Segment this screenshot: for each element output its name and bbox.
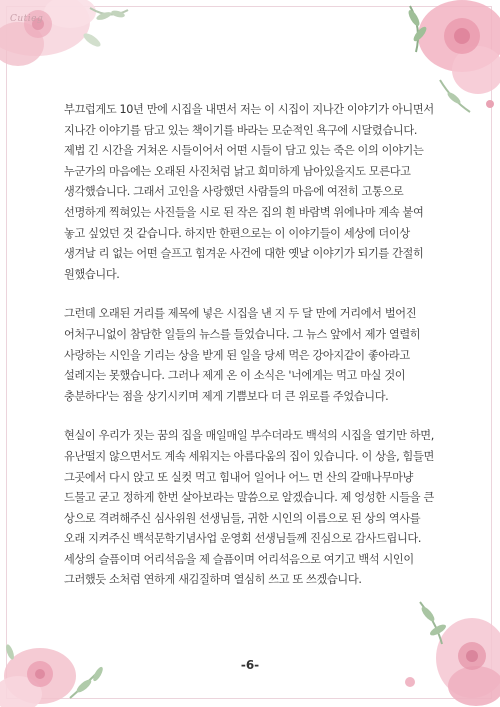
paragraph: 부끄럽게도 10년 만에 시집을 내면서 저는 이 시집이 지나간 이야기가 아니면서 지나간 이야기를 담고 있는 책이기를 바라는 모순적인 욕구에 시달렸습니다. 제법 긴 시간을 거쳐온 시들이어서 어떤 시들이 담고 있는 죽은 이의 이야기는 누군가의 마음에는 오래된 사진처럼 낡고 희미하게 남아있을지도 모른다고 생각했습니다. 그래서 고인을 사랑했던 사람들의 마음에 여전히 고통으로 선명하게 찍혀있는 사진들을 시로 된 작은 집의 흰 바람벽 위에나마 계속 붙여 놓고 싶었던 것 같습니다. 하지만 한편으로는 이 이야기들이 세상에 더이상 생겨날 리 없는 어떤 슬프고 힘겨운 사건에 대한 옛날 이야기가 되기를 간절히 원했습니다. — [64, 103, 434, 281]
paragraph: 그런데 오래된 거리를 제목에 넣은 시집을 낸 지 두 달 만에 거리에서 벌어진 어처구니없이 참담한 일들의 뉴스를 들었습니다. 그 뉴스 앞에서 제가 열렬히 사랑하는 시인을 기리는 상을 받게 된 일을 당세 먹은 강아지같이 좋아라고 설레지는 못했습니다. 그러나 제게 온 이 소식은 '너에게는 먹고 마실 것이 충분하다'는 점을 상기시키며 제게 기쁨보다 더 큰 위로를 주었습니다. — [64, 307, 421, 403]
body-text — [64, 100, 440, 610]
watermark-logo: Cutieg — [10, 14, 44, 24]
page-number: -6- — [240, 658, 260, 672]
paragraph: 현실이 우리가 짓는 꿈의 집을 매일매일 부수더라도 백석의 시집을 열기만 하면, 유난떨지 않으면서도 계속 세워지는 아름다움의 집이 있습니다. 이 상을, 힘들면 그곳에서 다시 앉고 또 실컷 먹고 힘내어 일어나 어느 먼 산의 갈매나무마냥 드물고 굳고 정하게 한번 살아보라는 말씀으로 알겠습니다. 제 엉성한 시들을 큰 상으로 격려해주신 심사위원 선생님들, 귀한 시인의 이름으로 된 상의 역사를 오래 지켜주신 백석문학기념사업 운영회 선생님들께 진심으로 감사드립니다. 세상의 슬픔이며 어리석음을 제 슬픔이며 어리석음으로 여기고 백석 시인이 그러했듯 소처럼 연하게 새김질하며 열심히 쓰고 또 쓰겠습니다. — [64, 429, 434, 587]
